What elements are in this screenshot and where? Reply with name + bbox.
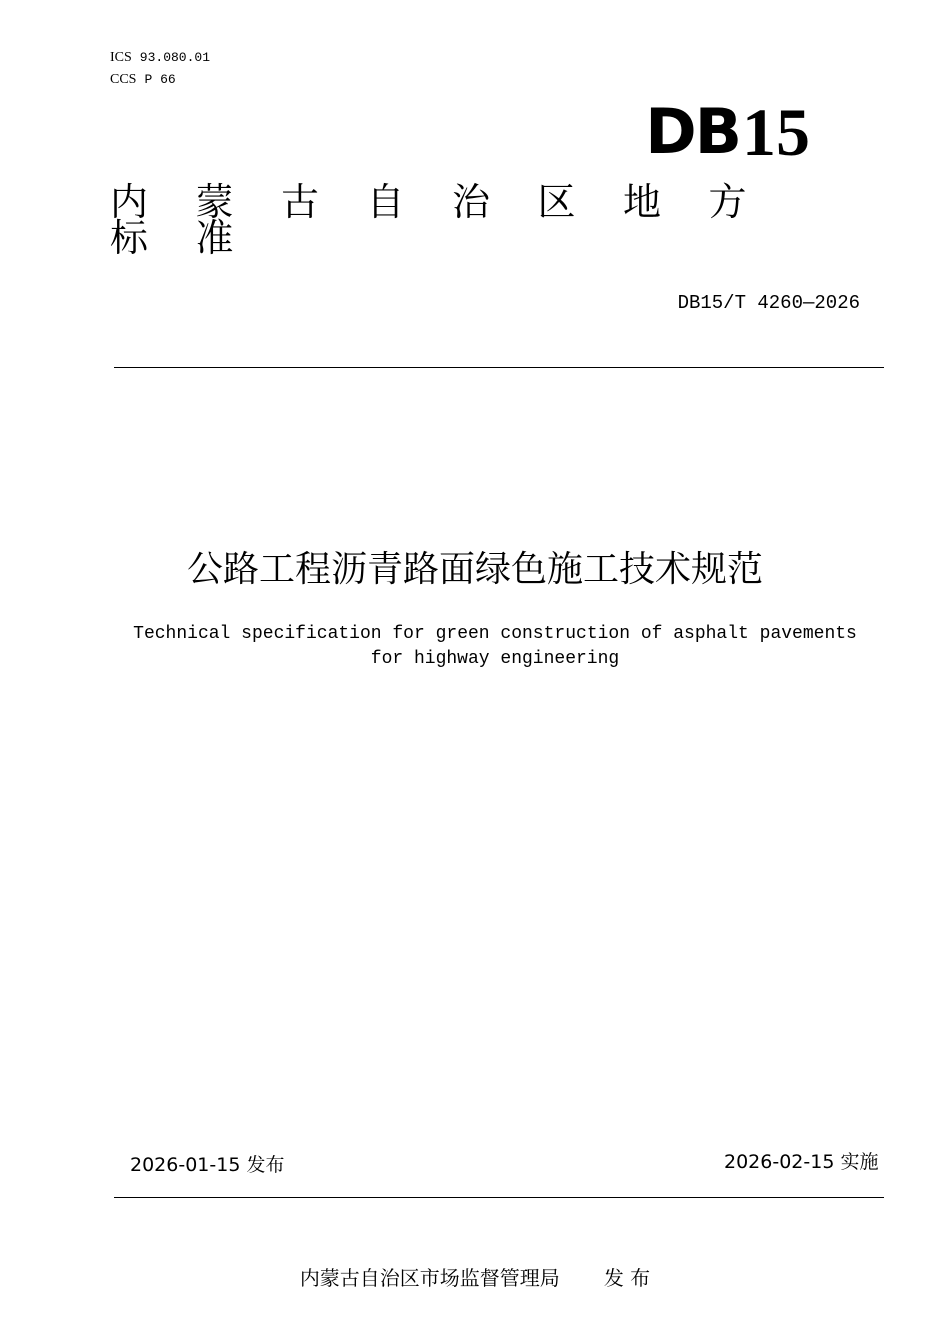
- standard-type-char: 自: [366, 180, 405, 224]
- publisher-line: [0, 1262, 950, 1291]
- document-title-zh: 公路工程沥青路面绿色施工技术规范: [186, 549, 763, 590]
- standard-type-char: 方: [708, 180, 747, 224]
- standard-type-char: 蒙: [195, 180, 234, 224]
- ccs-value: P 66: [144, 72, 176, 87]
- document-title-en: [110, 622, 880, 672]
- db-mark-letters: DB: [645, 95, 740, 168]
- implementation-date: 2026-02-15 实施: [724, 1151, 879, 1173]
- standard-type-char: 准: [195, 216, 234, 260]
- ccs-label: CCS: [110, 72, 137, 87]
- standard-type-char: 区: [537, 180, 576, 224]
- standard-type-char: 标: [110, 216, 149, 260]
- standard-type-char: 古: [281, 180, 320, 224]
- issue-date: 2026-01-15 发布: [130, 1154, 285, 1176]
- document-title-en-line: Technical specification for green construction of asphalt pavements: [133, 624, 857, 644]
- document-title-en-line: for highway engineering: [370, 649, 620, 669]
- db-mark-number: 15: [742, 94, 810, 170]
- publisher-action: 发 布: [603, 1266, 651, 1290]
- standard-type-heading: [110, 180, 840, 260]
- header-divider: [114, 367, 884, 368]
- ccs-code: [110, 70, 176, 90]
- standard-number: DB15/T 4260—2026: [677, 292, 860, 314]
- publisher-org: 内蒙古自治区市场监督管理局: [299, 1266, 560, 1290]
- ics-label: ICS: [110, 50, 132, 65]
- db-standard-mark: [645, 92, 810, 170]
- standard-type-char: 治: [452, 180, 491, 224]
- ics-code: [110, 48, 210, 68]
- standard-type-char: 地: [623, 180, 662, 224]
- standard-type-char: 内: [110, 180, 149, 224]
- ics-value: 93.080.01: [139, 50, 211, 65]
- footer-divider: [114, 1197, 884, 1198]
